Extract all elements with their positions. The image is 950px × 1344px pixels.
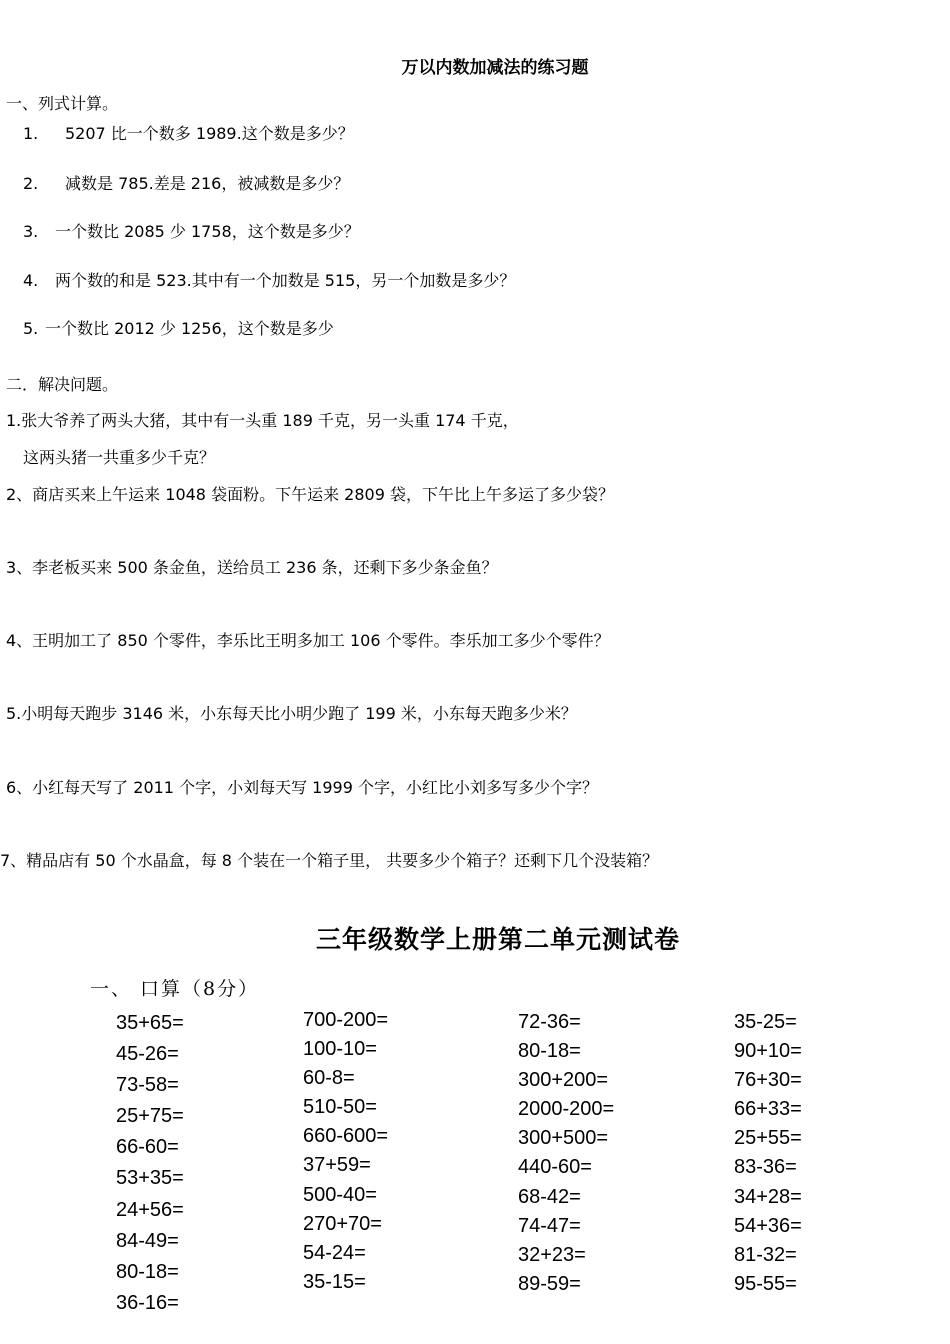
math-item: 37+59=	[303, 1154, 371, 1177]
item-text: 两个数的和是 523.其中有一个加数是 515，另一个加数是多少？	[55, 271, 516, 290]
math-item: 36-16=	[116, 1291, 179, 1314]
math-item: 500-40=	[303, 1183, 377, 1206]
problem-1-line-1: 1.张大爷养了两头大猪，其中有一头重 189 千克，另一头重 174 千克，	[6, 411, 519, 430]
math-item: 84-49=	[116, 1229, 179, 1252]
math-item: 25+55=	[734, 1127, 802, 1150]
math-item: 34+28=	[734, 1185, 802, 1208]
math-item: 25+75=	[116, 1105, 184, 1128]
math-item: 76+30=	[734, 1069, 802, 1092]
math-item: 72-36=	[518, 1011, 581, 1033]
section1-item-4	[23, 268, 515, 291]
math-item: 35-25=	[734, 1011, 797, 1033]
math-item: 83-36=	[734, 1156, 797, 1179]
math-item: 510-50=	[303, 1096, 377, 1119]
section2-heading: 二．解决问题。	[6, 375, 119, 394]
math-item: 54+36=	[734, 1214, 802, 1237]
item-text: 一个数比 2085 少 1758，这个数是多少？	[55, 222, 360, 241]
math-item: 73-58=	[116, 1074, 179, 1097]
math-item: 66+33=	[734, 1098, 802, 1121]
item-number: 5.	[23, 319, 39, 338]
math-item: 81-32=	[734, 1243, 797, 1266]
item-number: 2.	[23, 174, 39, 193]
problem-3: 3、李老板买来 500 条金鱼，送给员工 236 条，还剩下多少条金鱼？	[6, 558, 498, 577]
math-item: 53+35=	[116, 1167, 184, 1190]
mental-math-column-3	[518, 1008, 614, 1299]
math-item: 54-24=	[303, 1241, 366, 1264]
math-item: 80-18=	[518, 1040, 581, 1063]
section1-item-2	[23, 171, 349, 194]
math-item: 60-8=	[303, 1067, 355, 1090]
math-item: 700-200=	[303, 1009, 389, 1031]
math-item: 89-59=	[518, 1272, 581, 1295]
math-item: 440-60=	[518, 1156, 592, 1179]
section1-heading: 一、列式计算。	[6, 94, 119, 113]
test-title: 三年级数学上册第二单元测试卷	[315, 925, 680, 954]
worksheet-title: 万以内数加减法的练习题	[401, 58, 589, 78]
math-item: 32+23=	[518, 1243, 586, 1266]
problem-2: 2、商店买来上午运来 1048 袋面粉。下午运来 2809 袋，下午比上午多运了多少袋？	[6, 485, 614, 504]
mental-math-column-2	[303, 1006, 388, 1297]
math-item: 2000-200=	[518, 1098, 615, 1121]
problem-4: 4、王明加工了 850 个零件，李乐比王明多加工 106 个零件。李乐加工多少个零件？	[6, 631, 610, 650]
problem-1-line-2: 这两头猪一共重多少千克？	[23, 448, 216, 467]
math-item: 80-18=	[116, 1260, 179, 1283]
math-item: 300+200=	[518, 1069, 609, 1092]
math-item: 100-10=	[303, 1038, 377, 1061]
math-item: 74-47=	[518, 1214, 581, 1237]
problem-6: 6、小红每天写了 2011 个字，小刘每天写 1999 个字，小红比小刘多写多少个字？	[6, 778, 598, 797]
section1-item-3	[23, 219, 360, 242]
math-item: 660-600=	[303, 1125, 389, 1148]
math-item: 68-42=	[518, 1185, 581, 1208]
item-number: 3.	[23, 222, 39, 241]
mental-math-column-4	[734, 1008, 802, 1299]
mental-math-heading: 一、 口算（8分）	[90, 978, 260, 1000]
problem-7: 7、精品店有 50 个水晶盒，每 8 个装在一个箱子里， 共要多少个箱子？还剩下几个没装箱？	[0, 851, 659, 870]
math-item: 24+56=	[116, 1198, 184, 1221]
item-text: 减数是 785.差是 216，被减数是多少？	[65, 174, 350, 193]
problem-5: 5.小明每天跑步 3146 米，小东每天比小明少跑了 199 米，小东每天跑多少米？	[6, 704, 577, 723]
math-item: 90+10=	[734, 1040, 802, 1063]
section1-item-1	[23, 121, 354, 144]
item-text: 一个数比 2012 少 1256，这个数是多少	[45, 319, 334, 338]
math-item: 300+500=	[518, 1127, 609, 1150]
item-number: 1.	[23, 124, 39, 143]
math-item: 45-26=	[116, 1043, 179, 1066]
math-item: 270+70=	[303, 1212, 382, 1235]
math-item: 95-55=	[734, 1272, 797, 1295]
section1-item-5	[23, 316, 334, 339]
math-item: 66-60=	[116, 1136, 179, 1159]
item-number: 4.	[23, 271, 39, 290]
math-item: 35+65=	[116, 1012, 184, 1034]
math-item: 35-15=	[303, 1270, 366, 1293]
item-text: 5207 比一个数多 1989.这个数是多少？	[65, 124, 354, 143]
mental-math-column-1	[116, 1008, 184, 1319]
